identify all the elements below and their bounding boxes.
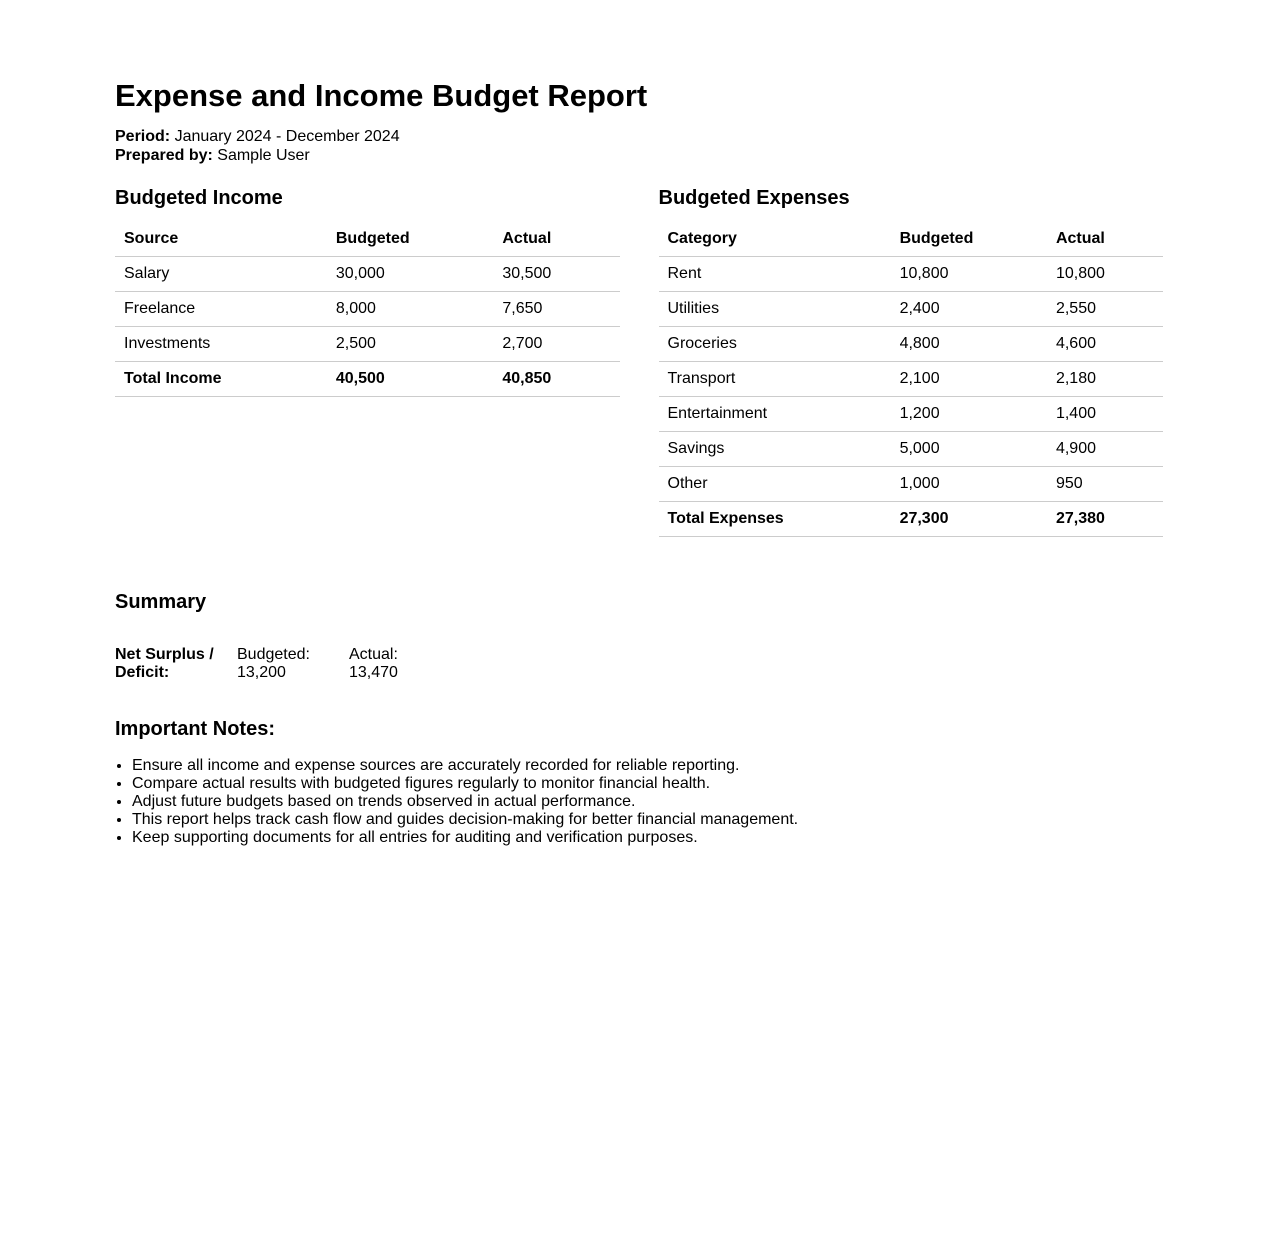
table-cell: 10,800 [1047, 257, 1163, 292]
table-row [659, 362, 1164, 397]
notes-list [115, 757, 1163, 847]
column-header-budgeted: Budgeted [891, 222, 1047, 257]
table-cell: Rent [659, 257, 891, 292]
page-title: Expense and Income Budget Report [115, 78, 648, 113]
summary-budgeted-label: Budgeted: [237, 646, 310, 663]
table-cell: Other [659, 467, 891, 502]
period-line [115, 127, 1163, 146]
table-cell: 10,800 [891, 257, 1047, 292]
summary-actual-value: 13,470 [349, 664, 398, 681]
table-row [115, 257, 620, 292]
income-table [115, 222, 620, 397]
table-cell: Entertainment [659, 397, 891, 432]
column-header-category: Category [659, 222, 891, 257]
note-item: • Keep supporting documents for all entries for auditing and verification purposes. [132, 829, 1163, 847]
table-cell: 4,600 [1047, 327, 1163, 362]
table-cell: 8,000 [327, 292, 493, 327]
table-cell: Savings [659, 432, 891, 467]
table-cell: 950 [1047, 467, 1163, 502]
expenses-total-actual: 27,380 [1047, 502, 1163, 537]
table-cell: 2,550 [1047, 292, 1163, 327]
notes-heading: Important Notes: [115, 718, 275, 740]
summary-actual-cell [349, 646, 461, 682]
table-row [659, 397, 1164, 432]
column-header-actual: Actual [1047, 222, 1163, 257]
table-cell: 1,000 [891, 467, 1047, 502]
income-total-row [115, 362, 620, 397]
table-cell: Investments [115, 327, 327, 362]
table-cell: 2,700 [493, 327, 619, 362]
notes-section [115, 718, 1163, 847]
income-heading: Budgeted Income [115, 187, 283, 209]
table-cell: 30,500 [493, 257, 619, 292]
summary-budgeted-value: 13,200 [237, 664, 286, 681]
table-row [115, 327, 620, 362]
column-header-source: Source [115, 222, 327, 257]
income-section [115, 187, 620, 537]
expenses-table-body [659, 257, 1164, 502]
prepared-by-label: Prepared by: [115, 147, 213, 164]
table-cell: Utilities [659, 292, 891, 327]
note-item: • This report helps track cash flow and guides decision-making for better financial management. [132, 811, 1163, 829]
table-cell: Transport [659, 362, 891, 397]
table-cell: 2,500 [327, 327, 493, 362]
note-item: • Adjust future budgets based on trends observed in actual performance. [132, 793, 1163, 811]
expenses-section [659, 187, 1164, 537]
table-cell: 2,400 [891, 292, 1047, 327]
note-item: • Compare actual results with budgeted figures regularly to monitor financial health. [132, 775, 1163, 793]
prepared-by-line [115, 146, 1163, 165]
column-header-budgeted: Budgeted [327, 222, 493, 257]
table-row [659, 292, 1164, 327]
expenses-table [659, 222, 1164, 537]
income-total-budgeted: 40,500 [327, 362, 493, 397]
table-cell: 2,100 [891, 362, 1047, 397]
table-row [659, 467, 1164, 502]
table-cell: Groceries [659, 327, 891, 362]
table-cell: 4,900 [1047, 432, 1163, 467]
table-cell: 1,400 [1047, 397, 1163, 432]
expenses-heading: Budgeted Expenses [658, 187, 850, 209]
period-value: January 2024 - December 2024 [174, 128, 400, 145]
expenses-total-label: Total Expenses [659, 502, 891, 537]
table-cell: 5,000 [891, 432, 1047, 467]
income-header-row [115, 222, 620, 257]
period-label: Period: [115, 128, 171, 145]
note-item: • Ensure all income and expense sources are accurately recorded for reliable reporting. [132, 757, 1163, 775]
table-cell: 30,000 [327, 257, 493, 292]
table-cell: Salary [115, 257, 327, 292]
table-cell: 4,800 [891, 327, 1047, 362]
summary-row [115, 646, 1163, 682]
expenses-total-row [659, 502, 1164, 537]
table-row [115, 292, 620, 327]
expenses-total-budgeted: 27,300 [891, 502, 1047, 537]
column-header-actual: Actual [493, 222, 619, 257]
summary-heading: Summary [115, 591, 207, 613]
summary-actual-label: Actual: [349, 646, 398, 663]
report-meta [115, 127, 1163, 165]
table-row [659, 432, 1164, 467]
income-table-body [115, 257, 620, 362]
expenses-header-row [659, 222, 1164, 257]
prepared-by-value: Sample User [217, 147, 310, 164]
table-cell: 2,180 [1047, 362, 1163, 397]
table-row [659, 257, 1164, 292]
table-cell: Freelance [115, 292, 327, 327]
table-row [659, 327, 1164, 362]
table-cell: 7,650 [493, 292, 619, 327]
tables-row [115, 187, 1163, 537]
table-cell: 1,200 [891, 397, 1047, 432]
summary-section [115, 591, 1163, 682]
income-total-actual: 40,850 [493, 362, 619, 397]
summary-row-label: Net Surplus / Deficit: [115, 646, 214, 681]
income-total-label: Total Income [115, 362, 327, 397]
summary-budgeted-cell [237, 646, 349, 682]
